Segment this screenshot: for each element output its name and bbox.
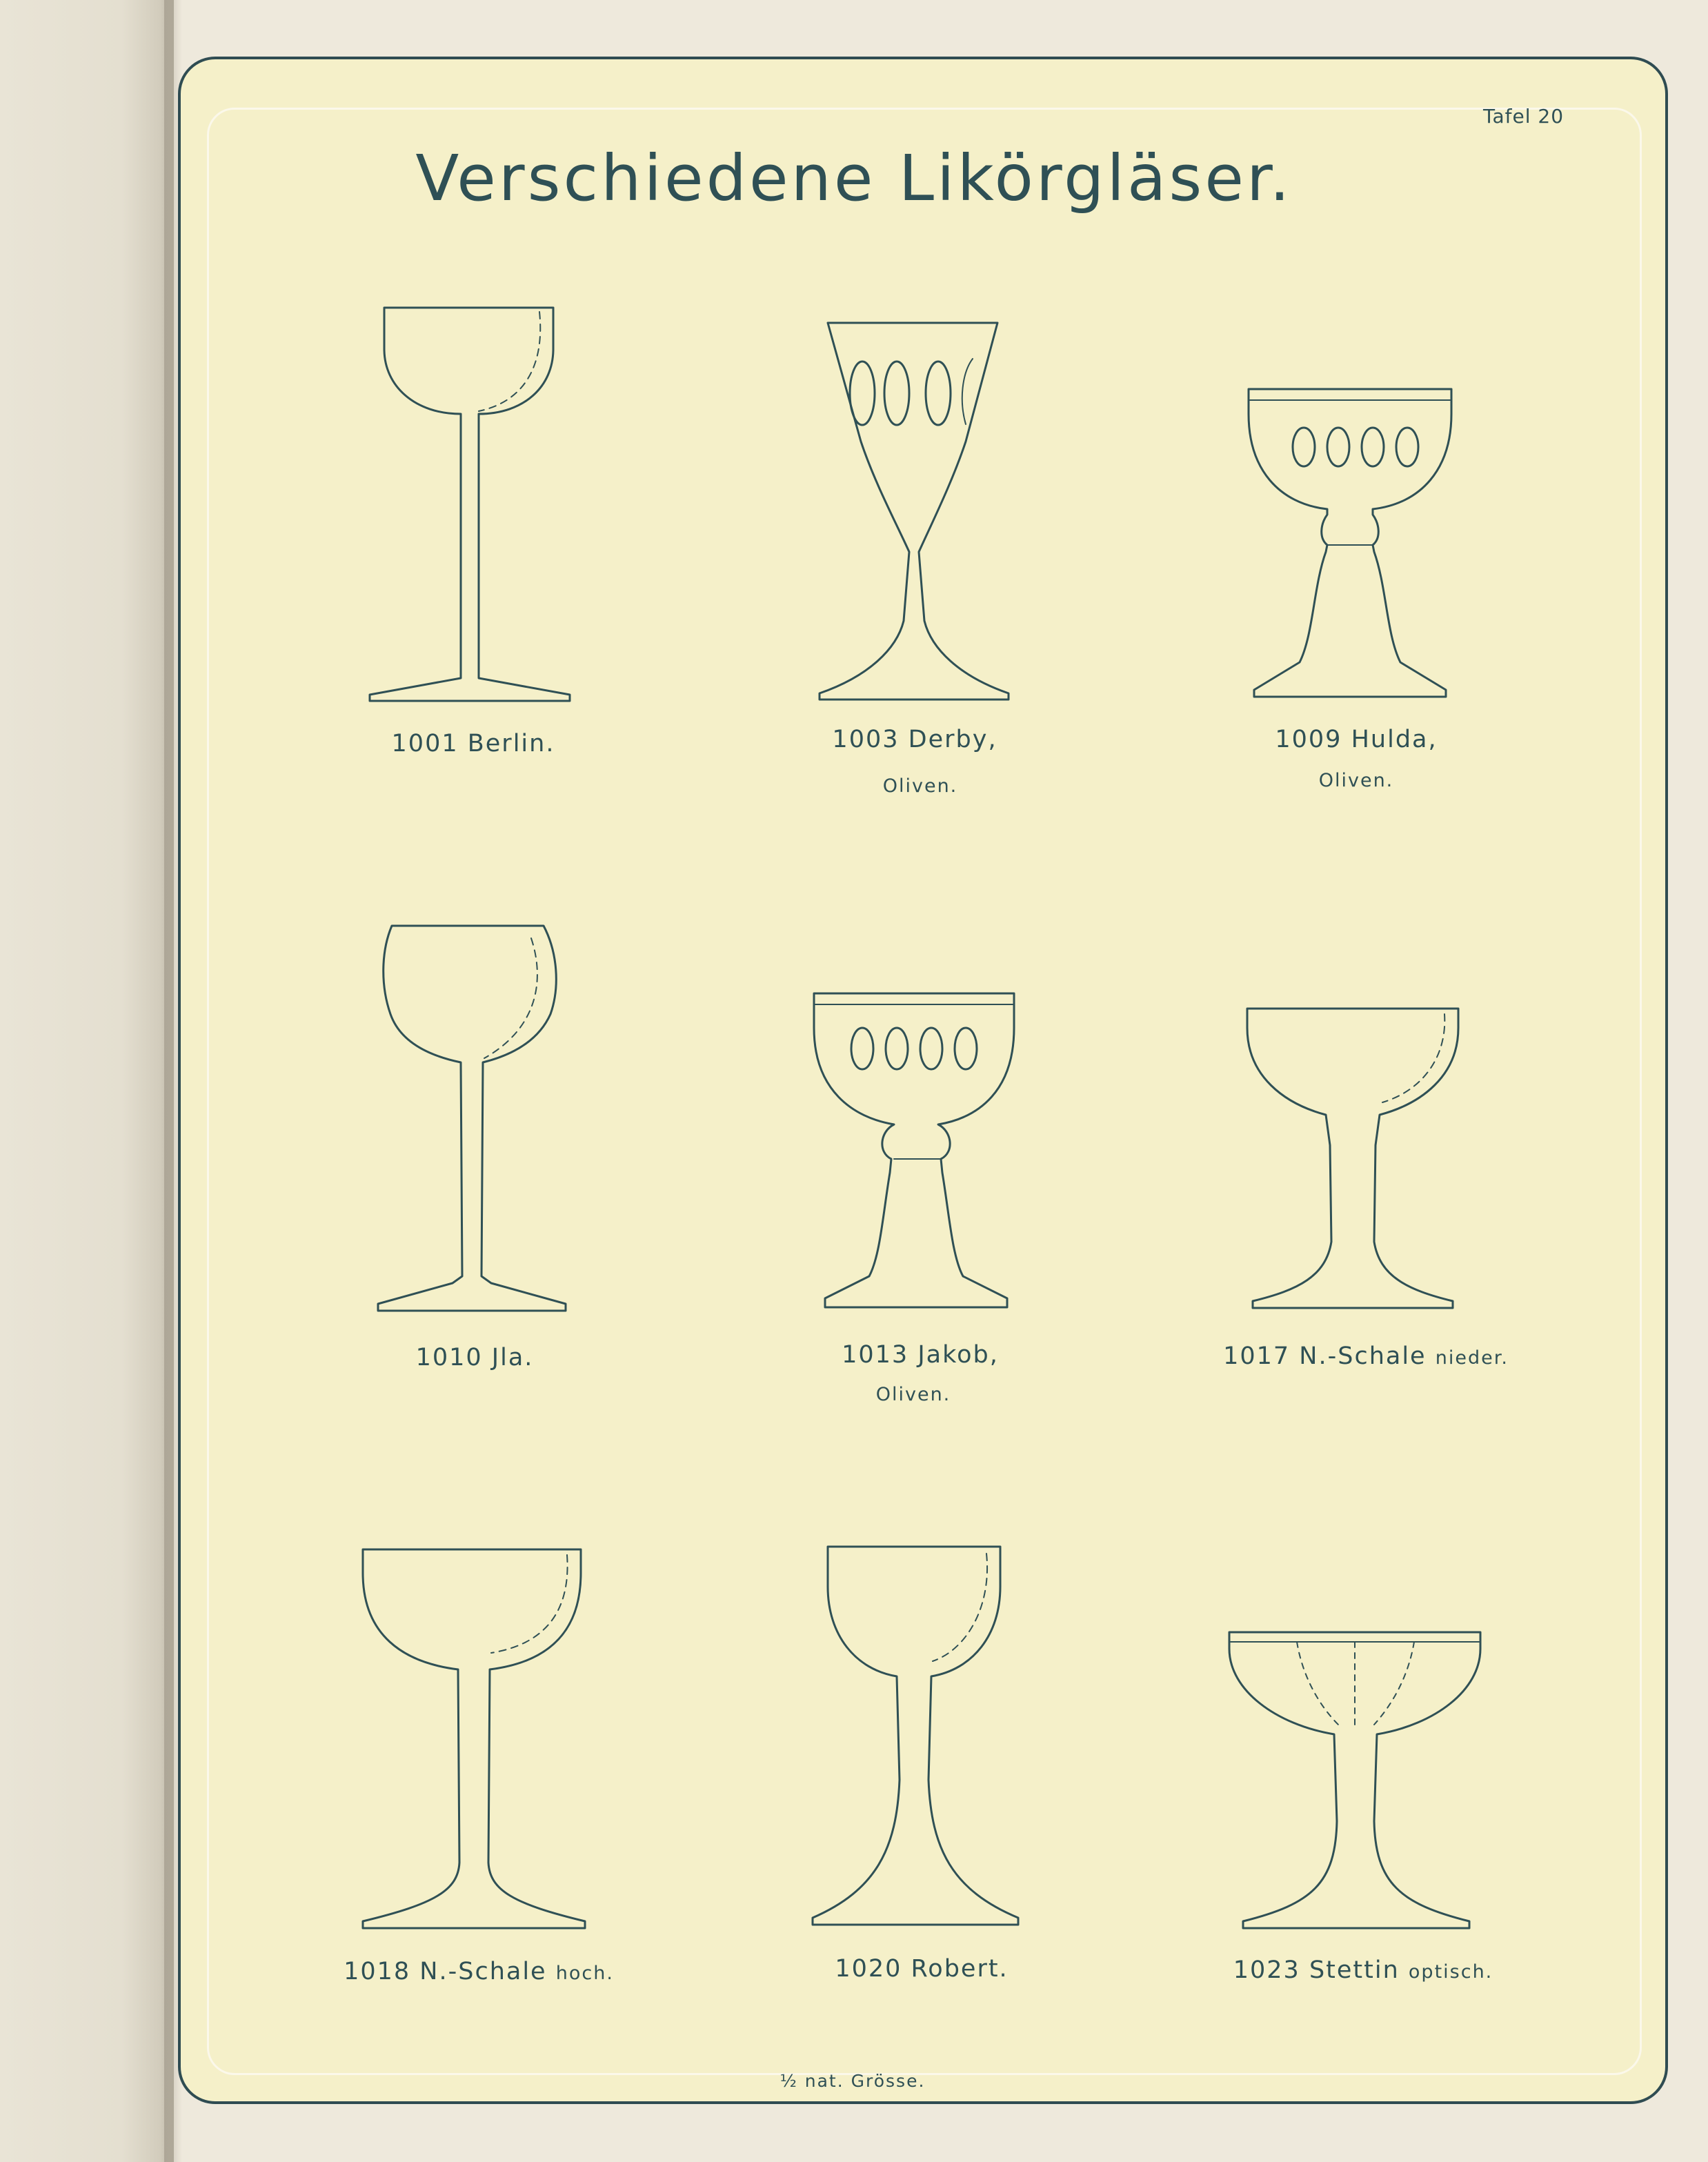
- glass-1013-jakob-drawing: [814, 993, 1014, 1307]
- glass-1020-robert-drawing: [813, 1547, 1018, 1925]
- caption-1017: 1017 N.-Schale nieder.: [1223, 1342, 1509, 1370]
- caption-1023: 1023 Stettin optisch.: [1233, 1956, 1493, 1984]
- caption-1020: 1020 Robert.: [835, 1955, 1009, 1983]
- glass-1001-berlin-drawing: [370, 308, 570, 701]
- caption-1001: 1001 Berlin.: [391, 730, 555, 757]
- glass-1010-jla-drawing: [378, 926, 566, 1311]
- page-title: Verschiedene Likörgläser.: [415, 141, 1293, 215]
- caption-1009: 1009 Hulda,: [1275, 726, 1438, 753]
- caption-1003-variant: Oliven.: [882, 775, 958, 797]
- caption-1013: 1013 Jakob,: [842, 1341, 999, 1369]
- glass-1018-n-schale-hoch-drawing: [363, 1549, 585, 1928]
- scale-note: ½ nat. Grösse.: [779, 2071, 926, 2091]
- caption-1003: 1003 Derby,: [832, 726, 997, 753]
- caption-1018: 1018 N.-Schale hoch.: [344, 1958, 614, 1985]
- plate-number: Tafel 20: [1483, 105, 1565, 128]
- caption-1010: 1010 Jla.: [415, 1344, 534, 1371]
- caption-1013-variant: Oliven.: [875, 1384, 951, 1405]
- glass-1017-n-schale-nieder-drawing: [1247, 1009, 1458, 1308]
- glass-1023-stettin-optisch-drawing: [1229, 1632, 1480, 1928]
- glass-1009-hulda-drawing: [1249, 389, 1451, 697]
- caption-1009-variant: Oliven.: [1318, 770, 1394, 791]
- glass-1003-derby-drawing: [820, 323, 1009, 700]
